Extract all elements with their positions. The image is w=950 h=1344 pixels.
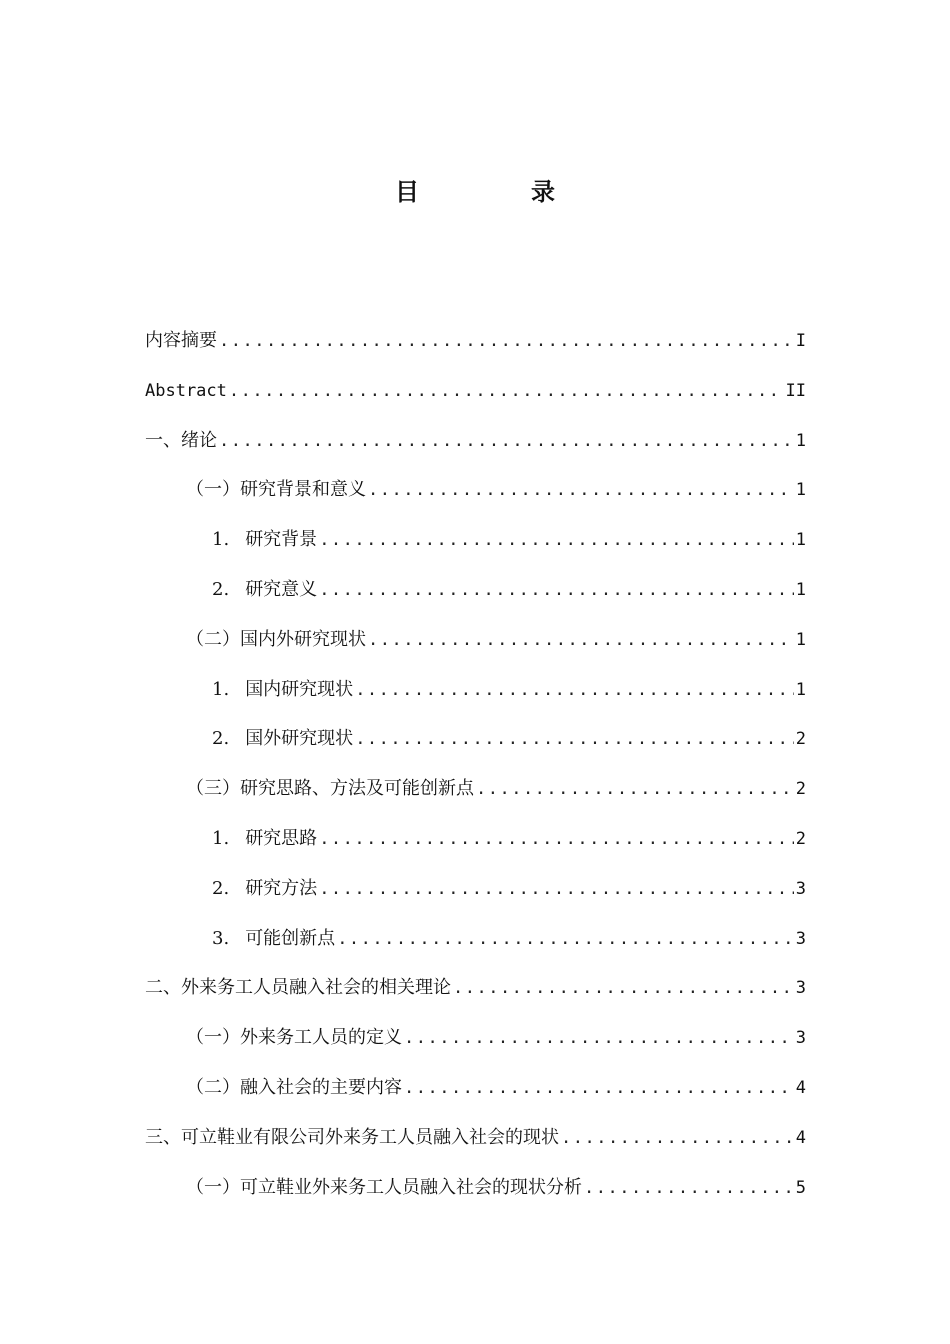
toc-entry[interactable] — [145, 1169, 806, 1219]
toc-dot-leader — [229, 372, 784, 410]
toc-entry-number: 2. — [212, 728, 230, 750]
toc-entry-title: 研究方法 — [245, 877, 318, 899]
toc-dot-leader — [584, 1169, 794, 1207]
toc-entry-title: （一）研究背景和意义 — [186, 479, 366, 501]
toc-entry[interactable] — [145, 720, 806, 770]
toc-entry[interactable] — [145, 471, 806, 521]
toc-entry-title: （一）可立鞋业外来务工人员融入社会的现状分析 — [186, 1176, 582, 1198]
toc-entry-title: 国内研究现状 — [245, 678, 354, 700]
toc-entry[interactable] — [145, 621, 806, 671]
toc-entry-title: 内容摘要 — [145, 330, 217, 351]
toc-entry[interactable] — [145, 870, 806, 920]
toc-entry-title: 研究思路 — [245, 827, 318, 849]
toc-entry-title: 三、可立鞋业有限公司外来务工人员融入社会的现状 — [145, 1126, 559, 1148]
toc-entry[interactable] — [145, 322, 806, 372]
toc-dot-leader — [368, 621, 794, 659]
toc-entry[interactable] — [145, 770, 806, 820]
toc-dot-leader — [219, 422, 794, 460]
toc-entry-page-number: 1 — [795, 679, 806, 700]
toc-entry[interactable] — [145, 820, 806, 870]
table-of-contents — [145, 322, 806, 1218]
toc-entry-title: （三）研究思路、方法及可能创新点 — [186, 778, 474, 800]
toc-entry-page-number: 2 — [795, 828, 806, 849]
toc-entry-page-number: 3 — [795, 878, 806, 899]
toc-entry-title: Abstract — [145, 380, 227, 401]
toc-dot-leader — [319, 820, 794, 858]
toc-entry-page-number: 1 — [795, 530, 806, 551]
toc-entry-page-number: 5 — [795, 1177, 806, 1198]
toc-entry-page-number: I — [795, 331, 806, 351]
toc-entry-title: 国外研究现状 — [245, 728, 354, 750]
toc-entry-title: 研究意义 — [245, 578, 318, 600]
toc-entry-title: 一、绪论 — [145, 429, 217, 451]
toc-entry-page-number: 3 — [795, 928, 806, 949]
toc-entry[interactable] — [145, 969, 806, 1019]
toc-entry-title: 可能创新点 — [245, 927, 336, 949]
toc-entry[interactable] — [145, 571, 806, 621]
toc-entry-title: 二、外来务工人员融入社会的相关理论 — [145, 977, 451, 999]
toc-dot-leader — [368, 471, 794, 509]
toc-entry-title: （二）融入社会的主要内容 — [186, 1076, 402, 1098]
toc-entry-page-number: 1 — [795, 579, 806, 600]
toc-entry-page-number: 4 — [795, 1127, 806, 1148]
toc-entry-page-number: 1 — [795, 430, 806, 451]
toc-entry-number: 1. — [212, 827, 230, 849]
toc-dot-leader — [219, 322, 794, 360]
toc-entry[interactable] — [145, 1069, 806, 1119]
toc-dot-leader — [404, 1069, 794, 1107]
toc-entry-number: 2. — [212, 877, 230, 899]
toc-dot-leader — [319, 870, 794, 908]
toc-dot-leader — [355, 671, 794, 709]
toc-dot-leader — [453, 969, 794, 1007]
toc-dot-leader — [319, 521, 794, 559]
toc-dot-leader — [319, 571, 794, 609]
toc-entry-title: （二）国内外研究现状 — [186, 628, 366, 650]
toc-entry-number: 3. — [212, 927, 230, 949]
toc-entry-page-number: 2 — [795, 779, 806, 800]
toc-entry[interactable] — [145, 671, 806, 721]
toc-entry-title: 研究背景 — [245, 529, 318, 551]
toc-entry-number: 2. — [212, 578, 230, 600]
toc-entry-page-number: 4 — [795, 1077, 806, 1098]
toc-dot-leader — [404, 1019, 794, 1057]
toc-dot-leader — [561, 1119, 794, 1157]
toc-entry[interactable] — [145, 1119, 806, 1169]
toc-entry-title: （一）外来务工人员的定义 — [186, 1027, 402, 1049]
toc-entry-page-number: 3 — [795, 1028, 806, 1049]
toc-dot-leader — [476, 770, 794, 808]
toc-entry-page-number: 1 — [795, 629, 806, 650]
toc-entry[interactable] — [145, 521, 806, 571]
toc-entry-page-number: 2 — [795, 729, 806, 750]
toc-entry[interactable] — [145, 1019, 806, 1069]
toc-entry[interactable] — [145, 422, 806, 472]
toc-entry-page-number: 1 — [795, 480, 806, 501]
toc-dot-leader — [355, 720, 794, 758]
toc-entry[interactable] — [145, 920, 806, 970]
toc-entry-number: 1. — [212, 529, 230, 551]
toc-entry-page-number: 3 — [795, 978, 806, 999]
toc-entry[interactable] — [145, 372, 806, 422]
toc-entry-page-number: II — [785, 380, 806, 401]
toc-entry-number: 1. — [212, 678, 230, 700]
toc-dot-leader — [337, 920, 794, 958]
toc-title: 目 录 — [395, 178, 599, 206]
